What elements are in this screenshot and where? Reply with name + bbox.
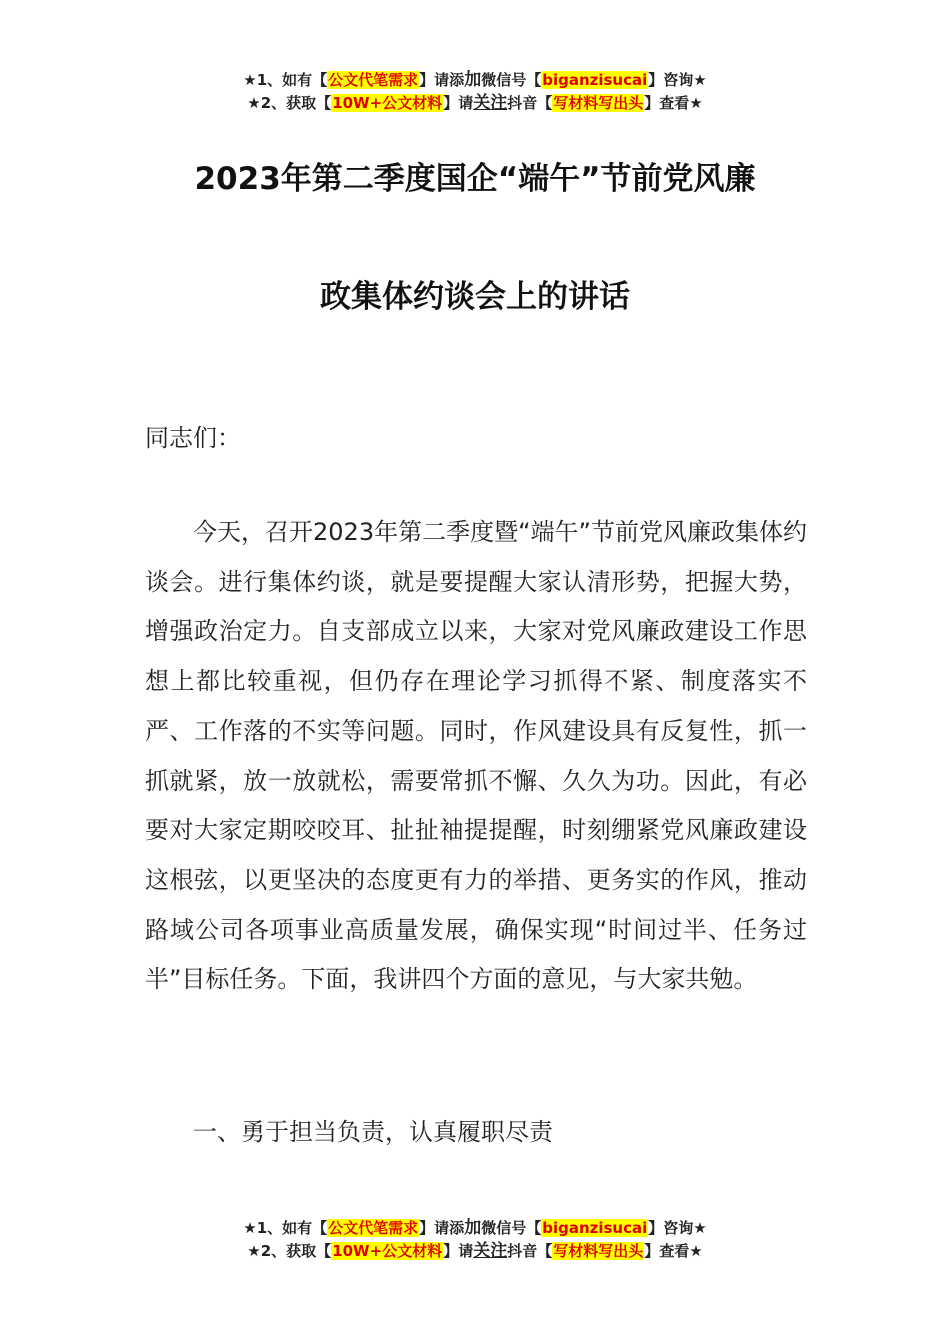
highlight-service: 公文代笔需求 bbox=[328, 1219, 419, 1237]
banner-text: 】请添 bbox=[419, 71, 465, 89]
banner-text: ★1、如有【 bbox=[243, 71, 328, 89]
section-heading-1: 一、勇于担当负责，认真履职尽责 bbox=[193, 1118, 553, 1146]
highlight-douyin-account: 写材料写出头 bbox=[553, 94, 644, 112]
banner-text: 抖音【 bbox=[507, 94, 553, 112]
banner-text: 】请 bbox=[443, 1242, 474, 1260]
banner-emphasis-underline: 关注 bbox=[473, 93, 508, 113]
banner-text: 】请添 bbox=[419, 1219, 465, 1237]
banner-emphasis: 加 bbox=[464, 70, 482, 90]
banner-text: 】咨询★ bbox=[648, 1219, 707, 1237]
banner-text: 】查看★ bbox=[644, 94, 703, 112]
banner-line-1 bbox=[0, 1217, 950, 1240]
banner-text: 】查看★ bbox=[644, 1242, 703, 1260]
banner-line-2 bbox=[0, 92, 950, 115]
highlight-service: 公文代笔需求 bbox=[328, 71, 419, 89]
top-banner bbox=[0, 69, 950, 115]
bottom-banner bbox=[0, 1217, 950, 1263]
banner-line-2 bbox=[0, 1240, 950, 1263]
highlight-wechat-id: biganzisucai bbox=[542, 1219, 648, 1237]
banner-text: 】咨询★ bbox=[648, 71, 707, 89]
banner-emphasis: 加 bbox=[464, 1218, 482, 1238]
document-title-line-1: 2023年第二季度国企“端午”节前党风廉 bbox=[194, 161, 756, 197]
banner-emphasis-underline: 关注 bbox=[473, 1241, 508, 1261]
salutation: 同志们： bbox=[145, 424, 241, 452]
banner-text: 微信号【 bbox=[481, 1219, 542, 1237]
banner-text: ★2、获取【 bbox=[247, 94, 332, 112]
highlight-materials: 10W+公文材料 bbox=[332, 94, 443, 112]
banner-text: 微信号【 bbox=[481, 71, 542, 89]
highlight-wechat-id: biganzisucai bbox=[542, 71, 648, 89]
banner-text: ★1、如有【 bbox=[243, 1219, 328, 1237]
banner-text: ★2、获取【 bbox=[247, 1242, 332, 1260]
document-title-line-2: 政集体约谈会上的讲话 bbox=[320, 279, 630, 315]
banner-text: 抖音【 bbox=[507, 1242, 553, 1260]
banner-text: 】请 bbox=[443, 94, 474, 112]
body-paragraph: 今天，召开2023年第二季度暨“端午”节前党风廉政集体约谈会。进行集体约谈，就是要提醒大家认清形势，把握大势，增强政治定力。自支部成立以来，大家对党风廉政建设工作思想上都比较重视，但仍存在理论学习抓得不紧、制度落实不严、工作落的不实等问题。同时，作风建设具有反复性，抓一抓就紧，放一放就松，需要常抓不懈、久久为功。因此，有必要对大家定期咬咬耳、扯扯袖提提醒，时刻绷紧党风廉政建设这根弦，以更坚决的态度更有力的举措、更务实的作风，推动路域公司各项事业高质量发展，确保实现“时间过半、任务过半”目标任务。下面，我讲四个方面的意见，与大家共勉。 bbox=[145, 518, 807, 994]
banner-line-1 bbox=[0, 69, 950, 92]
highlight-douyin-account: 写材料写出头 bbox=[553, 1242, 644, 1260]
highlight-materials: 10W+公文材料 bbox=[332, 1242, 443, 1260]
